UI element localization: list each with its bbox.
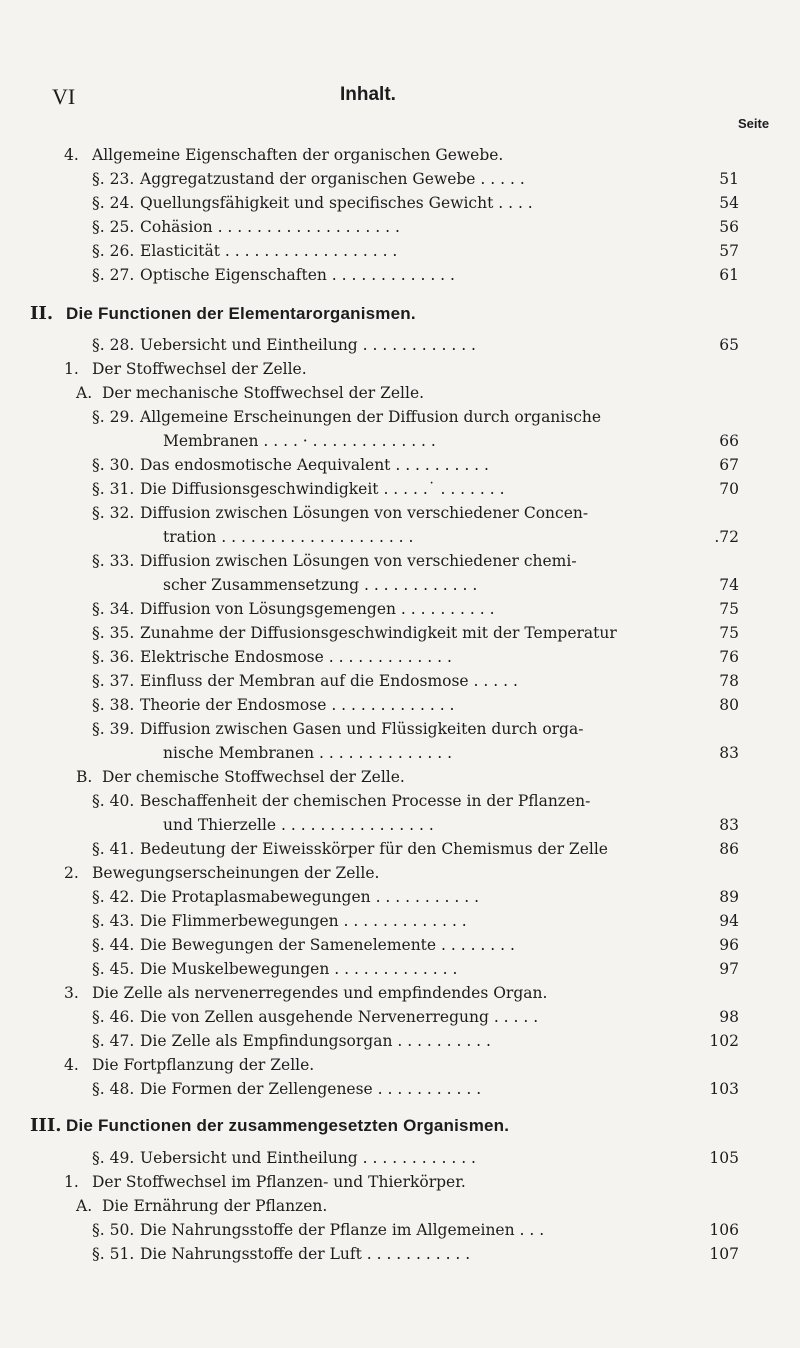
toc-entry-title: Diffusion zwischen Gasen und Flüssigkeiten durch orga- <box>140 720 584 738</box>
toc-entry <box>0 741 800 765</box>
toc-entry <box>0 885 800 909</box>
toc-part-heading <box>0 1114 800 1138</box>
toc-entry-title: Die Muskelbewegungen . . . . . . . . . . . . . <box>140 960 458 978</box>
toc-entry <box>0 429 800 453</box>
toc-entry-page: 83 <box>719 816 739 834</box>
toc-entry <box>0 333 800 357</box>
toc-entry-page: 74 <box>719 576 739 594</box>
toc-entry-page: 65 <box>719 336 739 354</box>
toc-entry-title: Der chemische Stoffwechsel der Zelle. <box>102 768 405 786</box>
toc-entry-page: 94 <box>719 912 739 930</box>
toc-entry-number: 4. <box>64 146 79 164</box>
toc-entry-title: nische Membranen . . . . . . . . . . . . . . <box>163 744 453 762</box>
toc-entry-number: §. 45. <box>92 960 135 978</box>
toc-entry-title: Die Bewegungen der Samenelemente . . . . . . . . <box>140 936 515 954</box>
toc-entry-page: 75 <box>719 600 739 618</box>
toc-entry-title: Die Zelle als Empfindungsorgan . . . . . . . . . . <box>140 1032 491 1050</box>
toc-entry-page: 56 <box>719 218 739 236</box>
toc-entry-number: 4. <box>64 1056 79 1074</box>
toc-entry-title: Allgemeine Erscheinungen der Diffusion durch organische <box>140 408 602 426</box>
toc-entry <box>0 1218 800 1242</box>
toc-entry-number: §. 24. <box>92 194 135 212</box>
toc-entry-number: §. 23. <box>92 170 135 188</box>
toc-entry <box>0 693 800 717</box>
toc-entry-title: Der Stoffwechsel der Zelle. <box>92 360 307 378</box>
toc-entry-page: 105 <box>709 1149 739 1167</box>
toc-entry <box>0 239 800 263</box>
toc-entry-title: Cohäsion . . . . . . . . . . . . . . . . . . . <box>140 218 400 236</box>
toc-entry <box>0 669 800 693</box>
toc-entry <box>0 1194 800 1218</box>
toc-entry <box>0 1029 800 1053</box>
page-number: VI <box>52 84 76 109</box>
toc-entry-number: §. 48. <box>92 1080 135 1098</box>
toc-entry-number: §. 41. <box>92 840 135 858</box>
toc-entry-title: Diffusion zwischen Lösungen von verschiedener chemi- <box>140 552 577 570</box>
toc-entry-number: §. 36. <box>92 648 135 666</box>
toc-entry <box>0 381 800 405</box>
toc-entry-title: Diffusion zwischen Lösungen von verschiedener Concen- <box>140 504 589 522</box>
toc-entry-title: Die Nahrungsstoffe der Luft . . . . . . . . . . . <box>140 1245 471 1263</box>
toc-entry <box>0 1053 800 1077</box>
toc-entry-title: Die Fortpflanzung der Zelle. <box>92 1056 315 1074</box>
toc-entry <box>0 837 800 861</box>
toc-entry-title: scher Zusammensetzung . . . . . . . . . . . . <box>163 576 478 594</box>
toc-entry-page: 102 <box>709 1032 739 1050</box>
toc-entry-title: Allgemeine Eigenschaften der organischen Gewebe. <box>92 146 504 164</box>
toc-entry <box>0 909 800 933</box>
running-header-title: Inhalt. <box>340 84 396 105</box>
toc-entry-page: 76 <box>719 648 739 666</box>
toc-entry <box>0 1170 800 1194</box>
toc-entry-page: 98 <box>719 1008 739 1026</box>
toc-entry-number: A. <box>76 384 93 402</box>
toc-entry-page: 78 <box>719 672 739 690</box>
toc-entry-page: 89 <box>719 888 739 906</box>
toc-entry <box>0 549 800 573</box>
toc-entry <box>0 645 800 669</box>
toc-entry-page: 70 <box>719 480 739 498</box>
toc-entry-title: Die von Zellen ausgehende Nervenerregung . . . . . <box>140 1008 539 1026</box>
toc-entry <box>0 263 800 287</box>
toc-entry-title: Beschaffenheit der chemischen Processe in der Pflanzen- <box>140 792 591 810</box>
toc-entry-title: Elektrische Endosmose . . . . . . . . . . . . . <box>140 648 452 666</box>
toc-entry-title: Einfluss der Membran auf die Endosmose . . . . . <box>140 672 518 690</box>
toc-entry-number: 1. <box>64 1173 79 1191</box>
toc-entry-number: §. 40. <box>92 792 135 810</box>
toc-entry <box>0 477 800 501</box>
toc-entry <box>0 501 800 525</box>
toc-entry-number: 2. <box>64 864 79 882</box>
toc-part-heading <box>0 302 800 326</box>
toc-entry-number: §. 43. <box>92 912 135 930</box>
toc-entry <box>0 861 800 885</box>
toc-entry-title: Bedeutung der Eiweisskörper für den Chemismus der Zelle <box>140 840 608 858</box>
toc-entry-number: §. 34. <box>92 600 135 618</box>
toc-entry <box>0 573 800 597</box>
toc-entry-page: 51 <box>719 170 739 188</box>
toc-entry-title: Die Ernährung der Pflanzen. <box>102 1197 328 1215</box>
toc-entry-title: Die Flimmerbewegungen . . . . . . . . . . . . . <box>140 912 467 930</box>
toc-entry-title: Theorie der Endosmose . . . . . . . . . . . . . <box>140 696 455 714</box>
toc-entry <box>0 933 800 957</box>
toc-entry <box>0 357 800 381</box>
toc-entry-page: 80 <box>719 696 739 714</box>
toc-entry-number: §. 28. <box>92 336 135 354</box>
toc-entry-number: §. 46. <box>92 1008 135 1026</box>
toc-entry-number: II. <box>30 303 54 324</box>
toc-entry-title: Uebersicht und Eintheilung . . . . . . . . . . . . <box>140 336 476 354</box>
toc-entry-page: 83 <box>719 744 739 762</box>
toc-entry-title: Der mechanische Stoffwechsel der Zelle. <box>102 384 425 402</box>
toc-entry-title: Bewegungserscheinungen der Zelle. <box>92 864 380 882</box>
toc-entry-title: Die Nahrungsstoffe der Pflanze im Allgemeinen . . . <box>140 1221 545 1239</box>
toc-entry-page: 103 <box>709 1080 739 1098</box>
toc-entry-number: §. 37. <box>92 672 135 690</box>
toc-entry <box>0 1146 800 1170</box>
toc-entry-title: und Thierzelle . . . . . . . . . . . . . . . . <box>163 816 434 834</box>
toc-entry-title: Der Stoffwechsel im Pflanzen- und Thierkörper. <box>92 1173 466 1191</box>
toc-entry-page: 66 <box>719 432 739 450</box>
toc-entry-title: Die Protaplasmabewegungen . . . . . . . . . . . <box>140 888 480 906</box>
toc-entry <box>0 525 800 549</box>
toc-entry-page: 57 <box>719 242 739 260</box>
seite-column-label: Seite <box>738 116 770 131</box>
toc-entry-number: §. 44. <box>92 936 135 954</box>
toc-entry-title: Optische Eigenschaften . . . . . . . . . . . . . <box>140 266 455 284</box>
toc-entry-number: §. 49. <box>92 1149 135 1167</box>
toc-entry-page: 61 <box>719 266 739 284</box>
toc-entry-page: 67 <box>719 456 739 474</box>
toc-entry <box>0 405 800 429</box>
toc-entry-number: A. <box>76 1197 93 1215</box>
toc-entry-page: .72 <box>714 528 739 546</box>
toc-entry-title: Uebersicht und Eintheilung . . . . . . . . . . . . <box>140 1149 476 1167</box>
toc-entry-number: §. 29. <box>92 408 135 426</box>
toc-entry <box>0 143 800 167</box>
toc-entry-title: Die Formen der Zellengenese . . . . . . . . . . . <box>140 1080 482 1098</box>
toc-entry-number: §. 30. <box>92 456 135 474</box>
toc-entry <box>0 789 800 813</box>
toc-entry <box>0 597 800 621</box>
toc-entry <box>0 453 800 477</box>
toc-entry <box>0 981 800 1005</box>
toc-entry <box>0 191 800 215</box>
toc-entry-page: 107 <box>709 1245 739 1263</box>
toc-entry <box>0 215 800 239</box>
toc-entry-title: tration . . . . . . . . . . . . . . . . . . . . <box>163 528 414 546</box>
toc-entry-title: Das endosmotische Aequivalent . . . . . . . . . . <box>140 456 489 474</box>
toc-entry-number: §. 35. <box>92 624 135 642</box>
toc-entry-number: §. 31. <box>92 480 135 498</box>
toc-entry-title: Elasticität . . . . . . . . . . . . . . . . . . <box>140 242 398 260</box>
toc-entry-number: §. 42. <box>92 888 135 906</box>
toc-entry-number: III. <box>30 1115 62 1136</box>
toc-entry-page: 96 <box>719 936 739 954</box>
toc-entry-number: §. 27. <box>92 266 135 284</box>
toc-entry-page: 75 <box>719 624 739 642</box>
toc-entry-number: §. 47. <box>92 1032 135 1050</box>
toc-entry-number: 1. <box>64 360 79 378</box>
toc-entry-number: §. 51. <box>92 1245 135 1263</box>
toc-entry-title: Die Functionen der Elementarorganismen. <box>66 304 416 323</box>
toc-entry-title: Die Functionen der zusammengesetzten Organismen. <box>66 1116 510 1135</box>
toc-entry <box>0 1077 800 1101</box>
toc-entry-page: 54 <box>719 194 739 212</box>
toc-entry-title: Diffusion von Lösungsgemengen . . . . . . . . . . <box>140 600 495 618</box>
toc-entry-number: §. 32. <box>92 504 135 522</box>
toc-entry <box>0 813 800 837</box>
toc-entry-title: Die Diffusionsgeschwindigkeit . . . . .˙ . . . . . . . <box>140 480 505 498</box>
toc-entry-title: Aggregatzustand der organischen Gewebe . . . . . <box>140 170 525 188</box>
toc-entry <box>0 1005 800 1029</box>
toc-entry <box>0 957 800 981</box>
toc-entry-title: Quellungsfähigkeit und specifisches Gewicht . . . . <box>140 194 533 212</box>
toc-entry-number: §. 26. <box>92 242 135 260</box>
toc-entry-page: 86 <box>719 840 739 858</box>
toc-entry-page: 97 <box>719 960 739 978</box>
toc-entry <box>0 1242 800 1266</box>
toc-entry-number: §. 25. <box>92 218 135 236</box>
toc-entry-number: 3. <box>64 984 79 1002</box>
toc-entry-number: §. 38. <box>92 696 135 714</box>
toc-entry <box>0 765 800 789</box>
toc-entry <box>0 621 800 645</box>
toc-entry <box>0 717 800 741</box>
toc-entry-number: §. 33. <box>92 552 135 570</box>
toc-entry-title: Zunahme der Diffusionsgeschwindigkeit mit der Temperatur <box>140 624 617 642</box>
toc-entry-title: Membranen . . . . · . . . . . . . . . . . . . <box>163 432 436 450</box>
toc-entry-title: Die Zelle als nervenerregendes und empfindendes Organ. <box>92 984 548 1002</box>
toc-entry-page: 106 <box>709 1221 739 1239</box>
toc-entry-number: B. <box>76 768 93 786</box>
toc-entry-number: §. 50. <box>92 1221 135 1239</box>
toc-entry <box>0 167 800 191</box>
toc-entry-number: §. 39. <box>92 720 135 738</box>
